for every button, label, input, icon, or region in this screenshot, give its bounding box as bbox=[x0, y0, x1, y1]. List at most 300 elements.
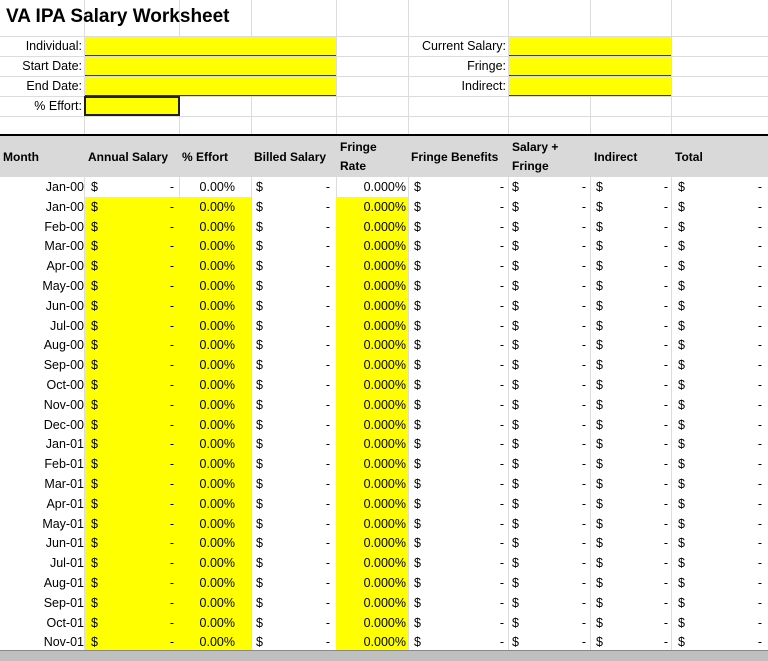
annual-salary-dash: - bbox=[150, 494, 174, 514]
fringe-benefits-dash: - bbox=[499, 378, 504, 392]
month-cell: Nov-00 bbox=[43, 397, 84, 412]
annual-salary-dash: - bbox=[150, 197, 174, 217]
fringe-benefits-dash: - bbox=[499, 298, 504, 313]
billed-salary-cur: $ bbox=[256, 576, 263, 590]
month-cell: Sep-00 bbox=[43, 358, 84, 373]
annual-salary-cur[interactable]: $ bbox=[85, 256, 179, 276]
annual-salary-cur[interactable]: $ bbox=[85, 217, 179, 237]
effort-cell[interactable]: 0.00% bbox=[179, 613, 251, 633]
indirect-dash: - bbox=[663, 338, 668, 353]
start-date-label: Start Date: bbox=[22, 59, 82, 73]
table-row bbox=[0, 613, 768, 633]
billed-salary-dash: - bbox=[325, 417, 330, 432]
month-cell: Jun-00 bbox=[45, 298, 84, 313]
annual-salary-cur[interactable]: $ bbox=[85, 335, 179, 355]
fringe-rate-cell[interactable]: 0.000% bbox=[336, 533, 408, 553]
indirect-dash: - bbox=[663, 576, 668, 590]
salary-fringe-cur: $ bbox=[512, 219, 519, 234]
current-salary-input[interactable] bbox=[509, 37, 671, 56]
month-cell: Nov-01 bbox=[43, 635, 84, 650]
billed-salary-cur: $ bbox=[256, 397, 263, 412]
fringe-benefits-cur: $ bbox=[414, 397, 421, 412]
fringe-rate-cell[interactable]: 0.000% bbox=[336, 415, 408, 435]
total-cur: $ bbox=[678, 595, 685, 610]
salary-fringe-dash: - bbox=[581, 417, 586, 432]
fringe-benefits-dash: - bbox=[499, 615, 504, 630]
total-cur: $ bbox=[678, 556, 685, 571]
fringe-benefits-dash: - bbox=[499, 496, 504, 511]
annual-salary-dash: - bbox=[150, 316, 174, 336]
effort-cell[interactable]: 0.00% bbox=[179, 335, 251, 355]
header-fringe-rate-1: Fringe bbox=[340, 140, 377, 154]
fringe-rate-cell[interactable]: 0.000% bbox=[336, 632, 408, 652]
effort-cell[interactable]: 0.00% bbox=[179, 553, 251, 573]
total-dash: - bbox=[757, 635, 762, 650]
total-cur: $ bbox=[678, 259, 685, 274]
indirect-cur: $ bbox=[596, 595, 603, 610]
fringe-benefits-cur: $ bbox=[414, 536, 421, 551]
fringe-rate-cell[interactable]: 0.000% bbox=[336, 276, 408, 296]
total-dash: - bbox=[757, 576, 762, 590]
annual-salary-dash: - bbox=[150, 474, 174, 494]
salary-fringe-cur: $ bbox=[512, 358, 519, 373]
fringe-rate-cell[interactable]: 0.000% bbox=[336, 296, 408, 316]
indirect-cur: $ bbox=[596, 219, 603, 234]
fringe-benefits-dash: - bbox=[499, 576, 504, 590]
end-date-input[interactable] bbox=[85, 77, 336, 96]
fringe-benefits-cur: $ bbox=[414, 199, 421, 214]
billed-salary-cur: $ bbox=[256, 298, 263, 313]
effort-cell[interactable]: 0.00% bbox=[179, 296, 251, 316]
indirect-cur: $ bbox=[596, 180, 603, 194]
effort-cell[interactable]: 0.00% bbox=[179, 474, 251, 494]
annual-salary-cur[interactable]: $ bbox=[85, 296, 179, 316]
salary-fringe-cur: $ bbox=[512, 259, 519, 274]
annual-salary-dash: - bbox=[150, 395, 174, 415]
indirect-cur: $ bbox=[596, 556, 603, 571]
annual-salary-cur[interactable]: $ bbox=[85, 454, 179, 474]
fringe-rate-cell[interactable]: 0.000% bbox=[336, 395, 408, 415]
billed-salary-dash: - bbox=[325, 615, 330, 630]
billed-salary-cur: $ bbox=[256, 338, 263, 353]
indirect-dash: - bbox=[663, 397, 668, 412]
effort-cell[interactable]: 0.00% bbox=[179, 395, 251, 415]
billed-salary-dash: - bbox=[325, 595, 330, 610]
billed-salary-dash: - bbox=[325, 496, 330, 511]
billed-salary-dash: - bbox=[325, 180, 330, 194]
billed-salary-dash: - bbox=[325, 536, 330, 551]
salary-fringe-dash: - bbox=[581, 279, 586, 293]
total-cur: $ bbox=[678, 219, 685, 234]
salary-fringe-cur: $ bbox=[512, 338, 519, 353]
total-cur: $ bbox=[678, 635, 685, 650]
header-indirect: Indirect bbox=[594, 149, 638, 164]
fringe-benefits-dash: - bbox=[499, 279, 504, 293]
billed-salary-cur: $ bbox=[256, 318, 263, 333]
billed-salary-dash: - bbox=[325, 477, 330, 491]
annual-salary-dash: - bbox=[150, 553, 174, 573]
total-dash: - bbox=[757, 378, 762, 392]
header-month: Month bbox=[3, 149, 39, 164]
fringe-rate-cell[interactable]: 0.000% bbox=[336, 335, 408, 355]
billed-salary-cur: $ bbox=[256, 180, 263, 194]
fringe-rate-cell[interactable]: 0.000% bbox=[336, 197, 408, 217]
effort-cell[interactable]: 0.00% bbox=[179, 593, 251, 613]
fringe-rate-cell[interactable]: 0.000% bbox=[336, 474, 408, 494]
effort-cell[interactable]: 0.00% bbox=[179, 197, 251, 217]
total-cur: $ bbox=[678, 397, 685, 412]
fringe-benefits-cur: $ bbox=[414, 595, 421, 610]
fringe-benefits-dash: - bbox=[499, 318, 504, 333]
salary-fringe-dash: - bbox=[581, 358, 586, 373]
header-total: Total bbox=[675, 149, 703, 164]
fringe-benefits-dash: - bbox=[499, 219, 504, 234]
month-cell: Jan-00 bbox=[45, 199, 84, 214]
effort-cell[interactable]: 0.00% bbox=[179, 514, 251, 534]
total-cur: $ bbox=[678, 338, 685, 353]
fringe-benefits-cur: $ bbox=[414, 516, 421, 531]
total-cur: $ bbox=[678, 496, 685, 511]
table-row bbox=[0, 434, 768, 454]
fringe-rate-cell[interactable]: 0.000% bbox=[336, 316, 408, 336]
fringe-benefits-cur: $ bbox=[414, 477, 421, 491]
total-cur: $ bbox=[678, 516, 685, 531]
total-cur: $ bbox=[678, 576, 685, 590]
total-dash: - bbox=[757, 239, 762, 254]
fringe-benefits-dash: - bbox=[499, 397, 504, 412]
table-row bbox=[0, 256, 768, 276]
effort-cell[interactable]: 0.00% bbox=[179, 533, 251, 553]
fringe-rate-cell[interactable]: 0.000% bbox=[336, 217, 408, 237]
fringe-benefits-dash: - bbox=[499, 457, 504, 472]
salary-fringe-dash: - bbox=[581, 199, 586, 214]
billed-salary-cur: $ bbox=[256, 615, 263, 630]
table-row bbox=[0, 514, 768, 534]
annual-salary-dash: - bbox=[150, 533, 174, 553]
table-row bbox=[0, 316, 768, 336]
effort-cell[interactable]: 0.00% bbox=[179, 375, 251, 395]
table-row bbox=[0, 454, 768, 474]
header-fringe-benefits: Fringe Benefits bbox=[411, 149, 499, 164]
total-dash: - bbox=[757, 180, 762, 194]
salary-fringe-cur: $ bbox=[512, 298, 519, 313]
billed-salary-dash: - bbox=[325, 358, 330, 373]
fringe-rate-cell[interactable]: 0.000% bbox=[336, 613, 408, 633]
salary-fringe-cur: $ bbox=[512, 477, 519, 491]
total-cur: $ bbox=[678, 318, 685, 333]
effort-cell[interactable]: 0.00% bbox=[179, 355, 251, 375]
effort-cell[interactable]: 0.00% bbox=[179, 434, 251, 454]
fringe-benefits-dash: - bbox=[499, 437, 504, 452]
billed-salary-dash: - bbox=[325, 338, 330, 353]
total-dash: - bbox=[757, 259, 762, 274]
indirect-dash: - bbox=[663, 496, 668, 511]
fringe-benefits-cur: $ bbox=[414, 635, 421, 650]
salary-fringe-cur: $ bbox=[512, 199, 519, 214]
indirect-dash: - bbox=[663, 516, 668, 531]
indirect-dash: - bbox=[663, 536, 668, 551]
fringe-benefits-cur: $ bbox=[414, 378, 421, 392]
salary-fringe-cur: $ bbox=[512, 437, 519, 452]
fringe-rate-cell[interactable]: 0.000% bbox=[336, 256, 408, 276]
annual-salary-dash: - bbox=[150, 296, 174, 316]
salary-fringe-dash: - bbox=[581, 615, 586, 630]
indirect-cur: $ bbox=[596, 239, 603, 254]
header-billed-salary: Billed Salary bbox=[254, 149, 327, 164]
fringe-rate-cell[interactable]: 0.000% bbox=[336, 573, 408, 593]
indirect-dash: - bbox=[663, 219, 668, 234]
billed-salary-cur: $ bbox=[256, 437, 263, 452]
table-row bbox=[0, 177, 768, 197]
annual-salary-cur[interactable]: $ bbox=[85, 236, 179, 256]
start-date-input[interactable] bbox=[85, 57, 336, 76]
billed-salary-dash: - bbox=[325, 279, 330, 293]
month-cell: Aug-01 bbox=[43, 576, 84, 590]
fringe-rate-cell[interactable]: 0.000% bbox=[336, 375, 408, 395]
indirect-dash: - bbox=[663, 318, 668, 333]
effort-cell[interactable]: 0.00% bbox=[179, 415, 251, 435]
indirect-dash: - bbox=[663, 199, 668, 214]
salary-fringe-dash: - bbox=[581, 457, 586, 472]
indirect-cur: $ bbox=[596, 457, 603, 472]
salary-fringe-dash: - bbox=[581, 180, 586, 194]
annual-salary-dash: - bbox=[169, 180, 174, 194]
billed-salary-dash: - bbox=[325, 259, 330, 274]
annual-salary-dash: - bbox=[150, 593, 174, 613]
table-row bbox=[0, 335, 768, 355]
fringe-rate-cell[interactable]: 0.000% bbox=[336, 593, 408, 613]
salary-fringe-dash: - bbox=[581, 595, 586, 610]
effort-cell[interactable]: 0.00% bbox=[179, 632, 251, 652]
month-cell: Apr-01 bbox=[46, 496, 84, 511]
total-dash: - bbox=[757, 477, 762, 491]
billed-salary-dash: - bbox=[325, 457, 330, 472]
total-dash: - bbox=[757, 457, 762, 472]
total-cur: $ bbox=[678, 239, 685, 254]
effort-cell[interactable]: 0.00% bbox=[179, 573, 251, 593]
header-effort: % Effort bbox=[182, 149, 228, 164]
month-cell: Jan-00 bbox=[45, 180, 84, 194]
fringe-label: Fringe: bbox=[467, 59, 506, 73]
billed-salary-cur: $ bbox=[256, 378, 263, 392]
annual-salary-cur[interactable]: $ bbox=[85, 514, 179, 534]
total-cur: $ bbox=[678, 358, 685, 373]
fringe-benefits-dash: - bbox=[499, 199, 504, 214]
billed-salary-dash: - bbox=[325, 318, 330, 333]
indirect-dash: - bbox=[663, 358, 668, 373]
indirect-cur: $ bbox=[596, 437, 603, 452]
salary-fringe-dash: - bbox=[581, 318, 586, 333]
total-dash: - bbox=[757, 595, 762, 610]
fringe-benefits-cur: $ bbox=[414, 239, 421, 254]
total-dash: - bbox=[757, 279, 762, 293]
indirect-label: Indirect: bbox=[461, 79, 506, 93]
annual-salary-cur[interactable]: $ bbox=[85, 276, 179, 296]
annual-salary-cur[interactable]: $ bbox=[85, 316, 179, 336]
salary-fringe-cur: $ bbox=[512, 556, 519, 571]
annual-salary-dash: - bbox=[150, 256, 174, 276]
month-cell: Apr-00 bbox=[46, 259, 84, 274]
salary-fringe-dash: - bbox=[581, 298, 586, 313]
fringe-benefits-cur: $ bbox=[414, 318, 421, 333]
annual-salary-dash: - bbox=[150, 355, 174, 375]
salary-fringe-dash: - bbox=[581, 259, 586, 274]
total-dash: - bbox=[757, 199, 762, 214]
effort-cell[interactable]: 0.00% bbox=[179, 256, 251, 276]
salary-fringe-cur: $ bbox=[512, 595, 519, 610]
billed-salary-cur: $ bbox=[256, 635, 263, 650]
individual-input[interactable] bbox=[85, 37, 336, 56]
billed-salary-dash: - bbox=[325, 298, 330, 313]
header-annual-salary: Annual Salary bbox=[88, 149, 169, 164]
effort-input[interactable] bbox=[84, 96, 180, 116]
fringe-benefits-cur: $ bbox=[414, 576, 421, 590]
indirect-dash: - bbox=[663, 457, 668, 472]
indirect-dash: - bbox=[663, 437, 668, 452]
fringe-benefits-dash: - bbox=[499, 635, 504, 650]
indirect-cur: $ bbox=[596, 338, 603, 353]
total-dash: - bbox=[757, 516, 762, 531]
annual-salary-cur[interactable]: $ bbox=[85, 197, 179, 217]
fringe-benefits-dash: - bbox=[499, 556, 504, 571]
annual-salary-cur[interactable]: $ bbox=[85, 613, 179, 633]
end-date-label: End Date: bbox=[26, 79, 82, 93]
salary-fringe-dash: - bbox=[581, 536, 586, 551]
fringe-rate-cell[interactable]: 0.000% bbox=[336, 236, 408, 256]
annual-salary-dash: - bbox=[150, 415, 174, 435]
indirect-cur: $ bbox=[596, 279, 603, 293]
annual-salary-cur[interactable]: $ bbox=[85, 533, 179, 553]
annual-salary-dash: - bbox=[150, 335, 174, 355]
table-row bbox=[0, 533, 768, 553]
month-cell: Feb-00 bbox=[44, 219, 84, 234]
annual-salary-cur[interactable]: $ bbox=[85, 593, 179, 613]
fringe-input[interactable] bbox=[509, 57, 671, 76]
fringe-benefits-dash: - bbox=[499, 180, 504, 194]
indirect-cur: $ bbox=[596, 496, 603, 511]
indirect-dash: - bbox=[663, 595, 668, 610]
table-row bbox=[0, 355, 768, 375]
table-row bbox=[0, 395, 768, 415]
fringe-rate-cell[interactable]: 0.000% bbox=[336, 355, 408, 375]
annual-salary-cur[interactable]: $ bbox=[85, 395, 179, 415]
effort-cell[interactable]: 0.00% bbox=[179, 236, 251, 256]
salary-fringe-dash: - bbox=[581, 477, 586, 491]
header-fringe-rate-2: Rate bbox=[340, 159, 367, 173]
annual-salary-cur[interactable]: $ bbox=[85, 553, 179, 573]
annual-salary-dash: - bbox=[150, 236, 174, 256]
fringe-benefits-dash: - bbox=[499, 338, 504, 353]
effort-cell[interactable]: 0.00% bbox=[179, 454, 251, 474]
annual-salary-cur[interactable]: $ bbox=[85, 494, 179, 514]
salary-fringe-dash: - bbox=[581, 576, 586, 590]
table-row bbox=[0, 217, 768, 237]
annual-salary-dash: - bbox=[150, 613, 174, 633]
fringe-benefits-cur: $ bbox=[414, 556, 421, 571]
fringe-rate-cell[interactable]: 0.000% bbox=[336, 434, 408, 454]
billed-salary-dash: - bbox=[325, 635, 330, 650]
fringe-benefits-cur: $ bbox=[414, 180, 421, 194]
fringe-rate-cell[interactable]: 0.000% bbox=[336, 514, 408, 534]
month-cell: May-00 bbox=[42, 279, 84, 293]
effort-label: % Effort: bbox=[34, 99, 82, 113]
indirect-cur: $ bbox=[596, 536, 603, 551]
indirect-input[interactable] bbox=[509, 77, 671, 96]
effort-cell[interactable]: 0.00% bbox=[179, 494, 251, 514]
annual-salary-cur[interactable]: $ bbox=[85, 474, 179, 494]
salary-fringe-cur: $ bbox=[512, 615, 519, 630]
fringe-benefits-dash: - bbox=[499, 516, 504, 531]
table-row bbox=[0, 593, 768, 613]
indirect-dash: - bbox=[663, 615, 668, 630]
total-dash: - bbox=[757, 358, 762, 373]
salary-fringe-cur: $ bbox=[512, 239, 519, 254]
fringe-benefits-cur: $ bbox=[414, 338, 421, 353]
annual-salary-cur[interactable]: $ bbox=[85, 434, 179, 454]
annual-salary-cur[interactable]: $ bbox=[85, 632, 179, 652]
billed-salary-cur: $ bbox=[256, 477, 263, 491]
indirect-dash: - bbox=[663, 259, 668, 274]
fringe-rate-cell[interactable]: 0.000% bbox=[336, 553, 408, 573]
effort-cell: 0.00% bbox=[199, 180, 235, 194]
billed-salary-dash: - bbox=[325, 516, 330, 531]
month-cell: Mar-00 bbox=[44, 239, 84, 254]
salary-fringe-cur: $ bbox=[512, 536, 519, 551]
indirect-dash: - bbox=[663, 417, 668, 432]
indirect-dash: - bbox=[663, 556, 668, 571]
header-salary-fringe-1: Salary + bbox=[512, 140, 559, 154]
billed-salary-dash: - bbox=[325, 437, 330, 452]
indirect-cur: $ bbox=[596, 635, 603, 650]
total-cur: $ bbox=[678, 457, 685, 472]
month-cell: Oct-00 bbox=[46, 378, 84, 392]
fringe-benefits-cur: $ bbox=[414, 437, 421, 452]
month-cell: Jul-01 bbox=[49, 556, 84, 571]
total-cur: $ bbox=[678, 615, 685, 630]
salary-fringe-dash: - bbox=[581, 516, 586, 531]
indirect-cur: $ bbox=[596, 298, 603, 313]
salary-fringe-cur: $ bbox=[512, 318, 519, 333]
table-row bbox=[0, 296, 768, 316]
indirect-dash: - bbox=[663, 378, 668, 392]
annual-salary-cur[interactable]: $ bbox=[85, 355, 179, 375]
fringe-rate-cell[interactable]: 0.000% bbox=[336, 494, 408, 514]
effort-cell[interactable]: 0.00% bbox=[179, 316, 251, 336]
month-cell: Dec-00 bbox=[43, 417, 84, 432]
effort-cell[interactable]: 0.00% bbox=[179, 217, 251, 237]
total-dash: - bbox=[757, 417, 762, 432]
total-cur: $ bbox=[678, 378, 685, 392]
total-cur: $ bbox=[678, 180, 685, 194]
annual-salary-cur[interactable]: $ bbox=[85, 573, 179, 593]
annual-salary-cur[interactable]: $ bbox=[85, 375, 179, 395]
bottom-divider bbox=[0, 650, 768, 661]
table-row bbox=[0, 375, 768, 395]
total-cur: $ bbox=[678, 437, 685, 452]
annual-salary-cur[interactable]: $ bbox=[85, 415, 179, 435]
indirect-cur: $ bbox=[596, 259, 603, 274]
billed-salary-cur: $ bbox=[256, 259, 263, 274]
total-dash: - bbox=[757, 536, 762, 551]
fringe-benefits-cur: $ bbox=[414, 417, 421, 432]
fringe-rate-cell[interactable]: 0.000% bbox=[336, 454, 408, 474]
annual-salary-dash: - bbox=[150, 514, 174, 534]
indirect-cur: $ bbox=[596, 318, 603, 333]
annual-salary-dash: - bbox=[150, 573, 174, 593]
month-cell: Jan-01 bbox=[45, 437, 84, 452]
annual-salary-dash: - bbox=[150, 454, 174, 474]
effort-cell[interactable]: 0.00% bbox=[179, 276, 251, 296]
